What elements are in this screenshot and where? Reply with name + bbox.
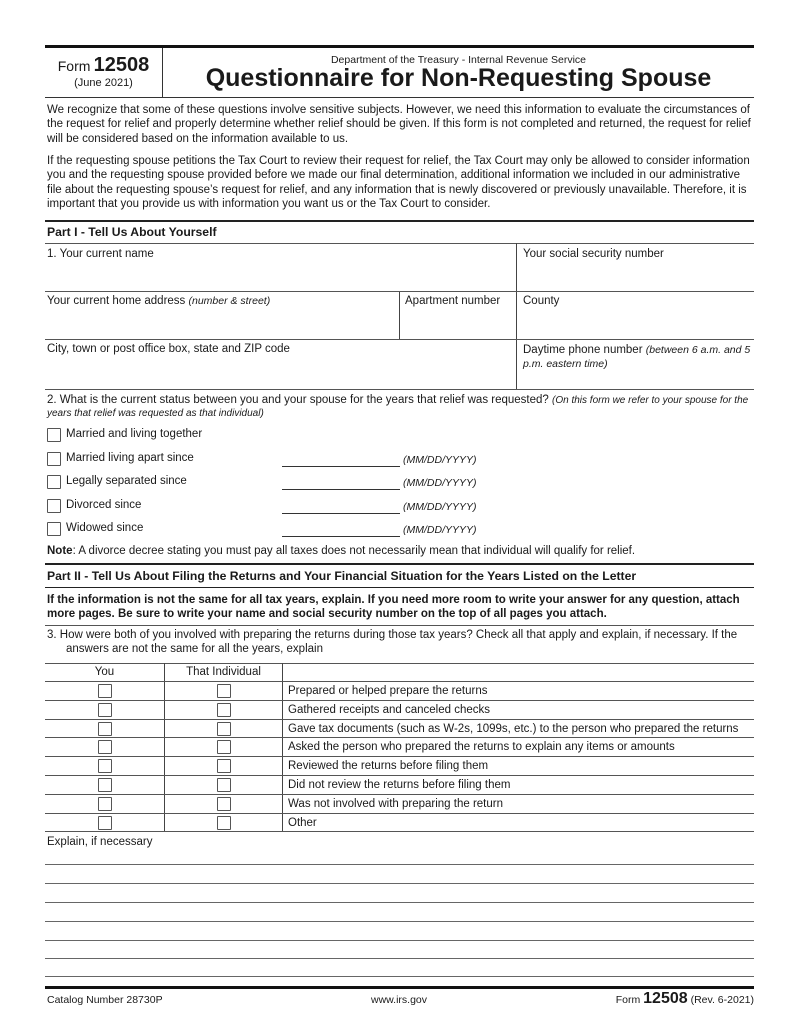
part2-title-rule <box>45 587 754 588</box>
table-row-rule <box>45 794 754 795</box>
status-checkbox[interactable] <box>47 475 61 489</box>
date-format-hint: (MM/DD/YYYY) <box>403 524 477 536</box>
status-option-label: Married living apart since <box>66 452 194 464</box>
involvement-option-label: Reviewed the returns before filing them <box>288 760 489 773</box>
you-checkbox[interactable] <box>98 759 112 773</box>
status-date-input[interactable] <box>282 489 400 490</box>
column-header-you: You <box>94 666 115 678</box>
city-field[interactable] <box>47 343 512 387</box>
note-label: Note <box>47 545 73 557</box>
status-option-label: Widowed since <box>66 522 144 534</box>
table-row-rule <box>45 756 754 757</box>
divorce-note <box>47 545 635 557</box>
part2-top-rule <box>45 563 754 565</box>
table-row-rule <box>45 719 754 720</box>
question-2 <box>47 394 755 420</box>
involvement-option-label: Asked the person who prepared the returns to explain any items or amounts <box>288 741 675 754</box>
form-title: Questionnaire for Non-Requesting Spouse <box>205 64 712 92</box>
explain-label: Explain, if necessary <box>47 836 153 848</box>
question-2-hint: (On this form we refer to your spouse for the years that relief was requested as that individual) <box>47 395 749 419</box>
you-checkbox[interactable] <box>98 797 112 811</box>
part2-title: Part II - Tell Us About Filing the Returns and Your Financial Situation for the Years Listed on the Letter <box>47 569 637 583</box>
status-option-label: Divorced since <box>66 499 142 511</box>
involvement-option-label: Did not review the returns before filing them <box>288 779 511 791</box>
intro-paragraph-2: If the requesting spouse petitions the Tax Court to review their request for relief, the Tax Court may only be allowed to consider information you and the requesting spouse provided before we made our final determination, additional information we included in our administrative file about the requesting spouse’s request for relief, and any information that is newly discovered or previously unavailable. Therefore, it is important that you provide us with information you want us or the Tax Court to consider. <box>47 155 750 210</box>
county-label: County <box>523 295 560 307</box>
phone-hint: (between 6 a.m. and 5 p.m. eastern time) <box>523 344 751 370</box>
date-format-hint: (MM/DD/YYYY) <box>403 501 477 513</box>
status-checkbox[interactable] <box>47 522 61 536</box>
that-individual-checkbox[interactable] <box>217 740 231 754</box>
status-date-input[interactable] <box>282 536 400 537</box>
table-col-divider-2 <box>282 663 283 832</box>
that-individual-checkbox[interactable] <box>217 797 231 811</box>
table-row-rule <box>45 813 754 814</box>
form-id-block <box>45 48 163 98</box>
that-individual-checkbox[interactable] <box>217 778 231 792</box>
explain-input-line[interactable] <box>45 902 754 903</box>
note-text: : A divorce decree stating you must pay all taxes does not necessarily mean that individual will qualify for relief. <box>72 545 636 557</box>
explain-input-line[interactable] <box>45 921 754 922</box>
involvement-option-label: Gave tax documents (such as W-2s, 1099s, etc.) to the person who prepared the returns <box>288 722 739 735</box>
table-row-rule <box>45 831 754 832</box>
explain-input-line[interactable] <box>45 976 754 977</box>
status-option-label: Married and living together <box>66 428 203 440</box>
status-date-input[interactable] <box>282 466 400 467</box>
website: www.irs.gov <box>371 994 428 1006</box>
that-individual-checkbox[interactable] <box>217 703 231 717</box>
part1-title-rule <box>45 243 754 244</box>
catalog-number: Catalog Number 28730P <box>47 994 163 1006</box>
explain-input-line[interactable] <box>45 940 754 941</box>
that-individual-checkbox[interactable] <box>217 759 231 773</box>
footer-rule <box>45 986 754 989</box>
explain-input-line[interactable] <box>45 883 754 884</box>
explain-input-line[interactable] <box>45 864 754 865</box>
ssn-field[interactable] <box>523 248 753 288</box>
form-date: (June 2021) <box>74 77 133 89</box>
grid-row-rule-2 <box>45 339 754 340</box>
you-checkbox[interactable] <box>98 722 112 736</box>
table-row-rule <box>45 775 754 776</box>
table-col-divider-1 <box>164 663 165 832</box>
status-date-input[interactable] <box>282 513 400 514</box>
that-individual-checkbox[interactable] <box>217 722 231 736</box>
question-3-text: 3. How were both of you involved with preparing the returns during those tax years? Check all that apply and explain, if necessary. If the answers are not the same for all the years, explain <box>47 629 738 655</box>
footer-form-number: 12508 <box>643 990 688 1007</box>
you-checkbox[interactable] <box>98 740 112 754</box>
table-row-rule <box>45 700 754 701</box>
home-address-hint: (number & street) <box>188 295 271 307</box>
grid-row-rule-3 <box>45 389 754 390</box>
current-name-label: 1. Your current name <box>47 248 154 260</box>
city-label: City, town or post office box, state and ZIP code <box>47 343 290 355</box>
home-address-label: Your current home address <box>47 295 186 307</box>
footer-form-word: Form <box>615 994 641 1006</box>
date-format-hint: (MM/DD/YYYY) <box>403 454 477 466</box>
you-checkbox[interactable] <box>98 684 112 698</box>
question-2-text: 2. What is the current status between you and your spouse for the years that relief was requested? <box>47 394 549 406</box>
footer-form-id <box>616 990 754 1008</box>
involvement-option-label: Gathered receipts and canceled checks <box>288 703 491 716</box>
involvement-option-label: Was not involved with preparing the return <box>288 797 503 810</box>
table-top-rule <box>45 663 754 664</box>
part1-title: Part I - Tell Us About Yourself <box>47 225 217 239</box>
apartment-label: Apartment number <box>405 295 501 307</box>
part2-instructions: If the information is not the same for all tax years, explain. If you need more room to write your answer for any question, attach more pages. Be sure to write your name and social security number on the top of all pages you attach. <box>47 594 740 620</box>
phone-label: Daytime phone number <box>523 344 643 356</box>
form-number: 12508 <box>93 54 150 76</box>
that-individual-checkbox[interactable] <box>217 816 231 830</box>
column-header-that-individual: That Individual <box>186 666 261 678</box>
intro-paragraph-1: We recognize that some of these questions involve sensitive subjects. However, we need this information to evaluate the circumstances of the request for relief and properly determine whether relief should be given. If this form is not completed and returned, the request for relief will be considered based on the information available to us. <box>47 104 751 145</box>
home-address-field[interactable] <box>47 295 395 337</box>
that-individual-checkbox[interactable] <box>217 684 231 698</box>
phone-field[interactable] <box>523 343 755 387</box>
you-checkbox[interactable] <box>98 778 112 792</box>
grid-divider-right <box>516 243 517 389</box>
you-checkbox[interactable] <box>98 816 112 830</box>
status-checkbox[interactable] <box>47 452 61 466</box>
county-field[interactable] <box>523 295 753 337</box>
current-name-field[interactable] <box>47 248 512 288</box>
date-format-hint: (MM/DD/YYYY) <box>403 477 477 489</box>
status-checkbox[interactable] <box>47 499 61 513</box>
ssn-label: Your social security number <box>523 248 664 260</box>
status-option-label: Legally separated since <box>66 475 187 487</box>
q3-top-rule <box>45 625 754 626</box>
apartment-field[interactable] <box>405 295 513 337</box>
grid-row-rule-1 <box>45 291 754 292</box>
explain-input-line[interactable] <box>45 958 754 959</box>
table-row-rule <box>45 737 754 738</box>
grid-divider-apt <box>399 291 400 339</box>
involvement-option-label: Prepared or helped prepare the returns <box>288 685 488 697</box>
part1-top-rule <box>45 220 754 222</box>
form-word: Form <box>57 58 91 74</box>
table-header-rule <box>45 681 754 682</box>
header-bottom-rule <box>45 97 754 98</box>
footer-revision: (Rev. 6-2021) <box>690 994 754 1006</box>
status-checkbox[interactable] <box>47 428 61 442</box>
department-name: Department of the Treasury - Internal Revenue Service <box>330 54 587 66</box>
involvement-option-label: Other <box>288 816 317 829</box>
you-checkbox[interactable] <box>98 703 112 717</box>
